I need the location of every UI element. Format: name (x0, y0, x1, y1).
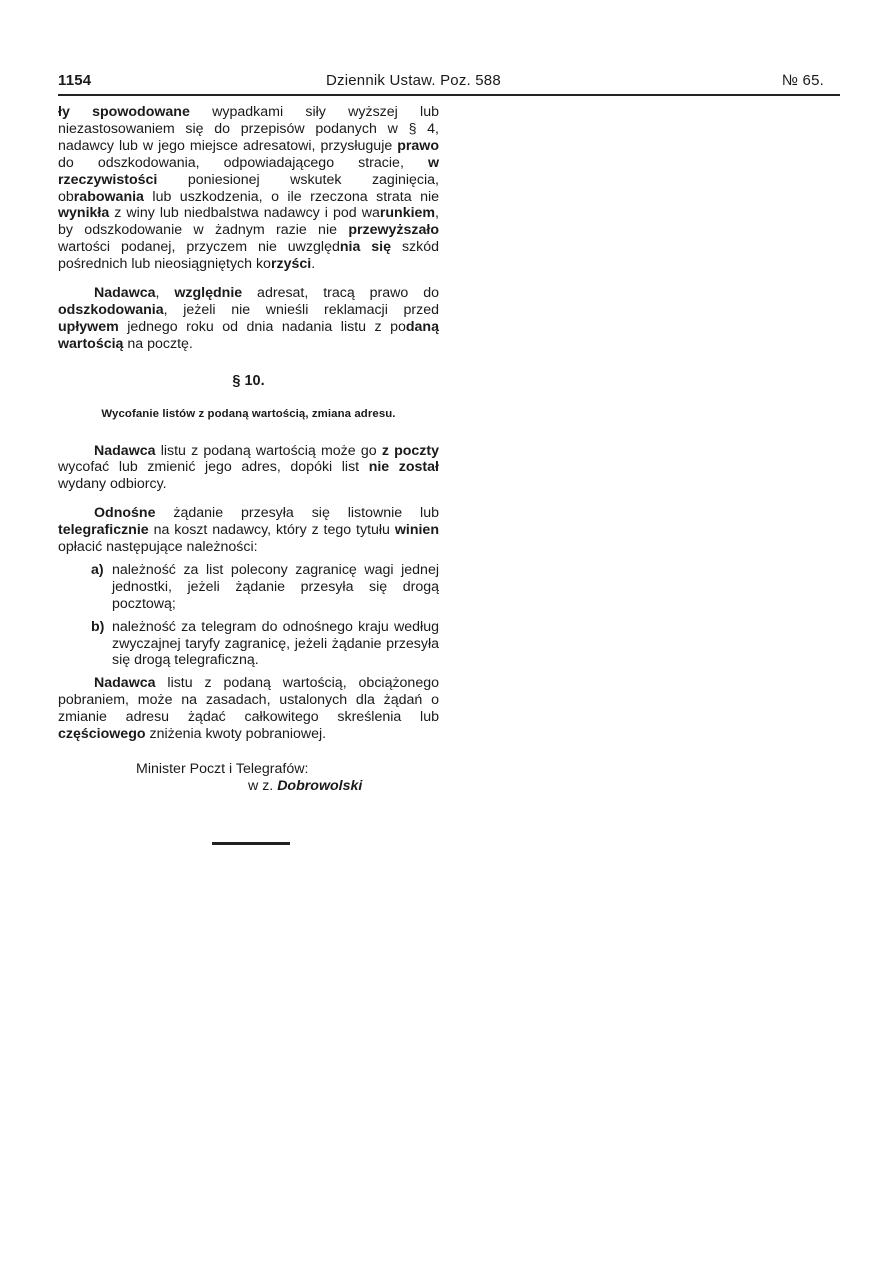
text-run: wartości podanej, przyczem nie uwzględ (58, 239, 340, 256)
signature-name: Dobrowolski (277, 777, 363, 794)
bold-text-run: upływem (58, 318, 119, 335)
bold-text-run: wynikła (58, 205, 110, 222)
text-run: żądanie przesyła się listownie lub (155, 505, 439, 522)
text-run: listu z podaną wartością może go (155, 442, 382, 459)
bold-text-run: Nadawca (94, 285, 156, 302)
list-item (58, 619, 439, 670)
bold-text-run: ły (58, 104, 70, 120)
bold-text-run: Odnośne (94, 505, 156, 522)
bold-text-run: częściowego (58, 726, 146, 743)
text-run: opłacić następujące należności: (58, 539, 258, 556)
bold-text-run: względnie (174, 285, 243, 302)
signature-prefix: w z. (248, 777, 274, 794)
bold-text-run: spowodowane (92, 104, 190, 120)
text-run: wycofać lub zmienić jego adres, dopóki list (58, 459, 369, 476)
signature-block (58, 761, 439, 795)
text-run: poniesionej wskutek zaginięcia, ob (58, 171, 439, 205)
section-title: Wycofanie listów z podaną wartością, zmiana adresu. (101, 407, 396, 420)
page-number: 1154 (58, 72, 92, 89)
text-run: na koszt nadawcy, który z tego tytułu (148, 522, 395, 539)
bold-text-run: nie został (368, 459, 439, 476)
signature-name-line (58, 778, 439, 795)
list-text: należność za telegram do odnośnego kraju według zwyczajnej taryfy zagranicę, jeżeli żądanie przesyła się drogą telegraficzną. (112, 618, 439, 669)
paragraph-withdrawal (58, 443, 439, 494)
journal-title: Dziennik Ustaw. Poz. 588 (326, 72, 501, 89)
text-run: jednego roku od dnia nadania listu z po (118, 318, 406, 335)
text-column (58, 104, 439, 795)
text-run: z winy lub niedbalstwa nadawcy i pod wa (109, 205, 380, 222)
text-run: zniżenia kwoty pobraniowej. (145, 726, 327, 743)
list-marker: a) (91, 561, 104, 578)
bold-text-run: odszkodowania (58, 301, 164, 318)
text-run: listu z podaną wartością, obciążonego pobraniem, może na zasadach, ustalonych dla żądań o zmianie adresu żądać całkowitego skreślenia lub (58, 675, 439, 726)
paragraph-cod (58, 675, 439, 743)
text-run (70, 104, 92, 120)
bold-text-run: Nadawca (94, 675, 156, 692)
text-run: do odszkodowania, odpowiadającego stracie, (58, 154, 428, 171)
bold-text-run: runkiem (379, 205, 436, 222)
text-run: lub uszkodzenia, o ile rzeczona strata nie (143, 188, 439, 205)
bold-text-run: z poczty (381, 442, 440, 459)
bold-text-run: rzyści (270, 256, 312, 273)
bold-text-run: rabowania (73, 188, 144, 205)
bold-text-run: winien (394, 522, 439, 539)
list-marker: b) (91, 618, 105, 635)
bold-text-run: telegraficznie (58, 522, 149, 539)
bold-text-run: daną wartością (58, 318, 439, 352)
list-item (58, 562, 439, 613)
text-run: wypadkami siły wyższej lub niezastosowaniem się do przepisów podanych w § 4, nadawcy lub w jego miejsce adresatowi, przysługuje (58, 104, 439, 154)
text-run: wydany odbiorcy. (58, 476, 167, 493)
paragraph-request (58, 505, 439, 556)
text-run: adresat, tracą prawo do (242, 285, 439, 302)
text-run: , jeżeli nie wnieśli reklamacji przed (163, 301, 439, 318)
closing-rule (212, 842, 290, 845)
text-run: szkód pośrednich lub nieosiągniętych ko (58, 239, 440, 273)
paragraph-continuation (58, 104, 439, 273)
page-header (58, 70, 838, 92)
text-run: na pocztę. (123, 335, 193, 352)
text-run: , (155, 285, 175, 302)
bold-text-run: Nadawca (94, 442, 156, 459)
signature-title: Minister Poczt i Telegrafów: (136, 761, 309, 777)
bold-text-run: w rzeczywistości (58, 154, 439, 188)
section-heading: § 10. (232, 372, 265, 389)
issue-number: № 65. (781, 72, 824, 89)
bold-text-run: nia się (339, 239, 392, 256)
header-rule (58, 94, 840, 96)
list-text: należność za list polecony zagranicę wagi jednej jednostki, jeżeli żądanie przesyła się drogą pocztową; (112, 561, 439, 612)
text-run: . (311, 256, 316, 273)
bold-text-run: przewyższało (348, 222, 439, 239)
paragraph-claims-deadline (58, 285, 439, 353)
text-run: , by odszkodowanie w żadnym razie nie (58, 205, 439, 239)
bold-text-run: prawo (397, 137, 439, 154)
